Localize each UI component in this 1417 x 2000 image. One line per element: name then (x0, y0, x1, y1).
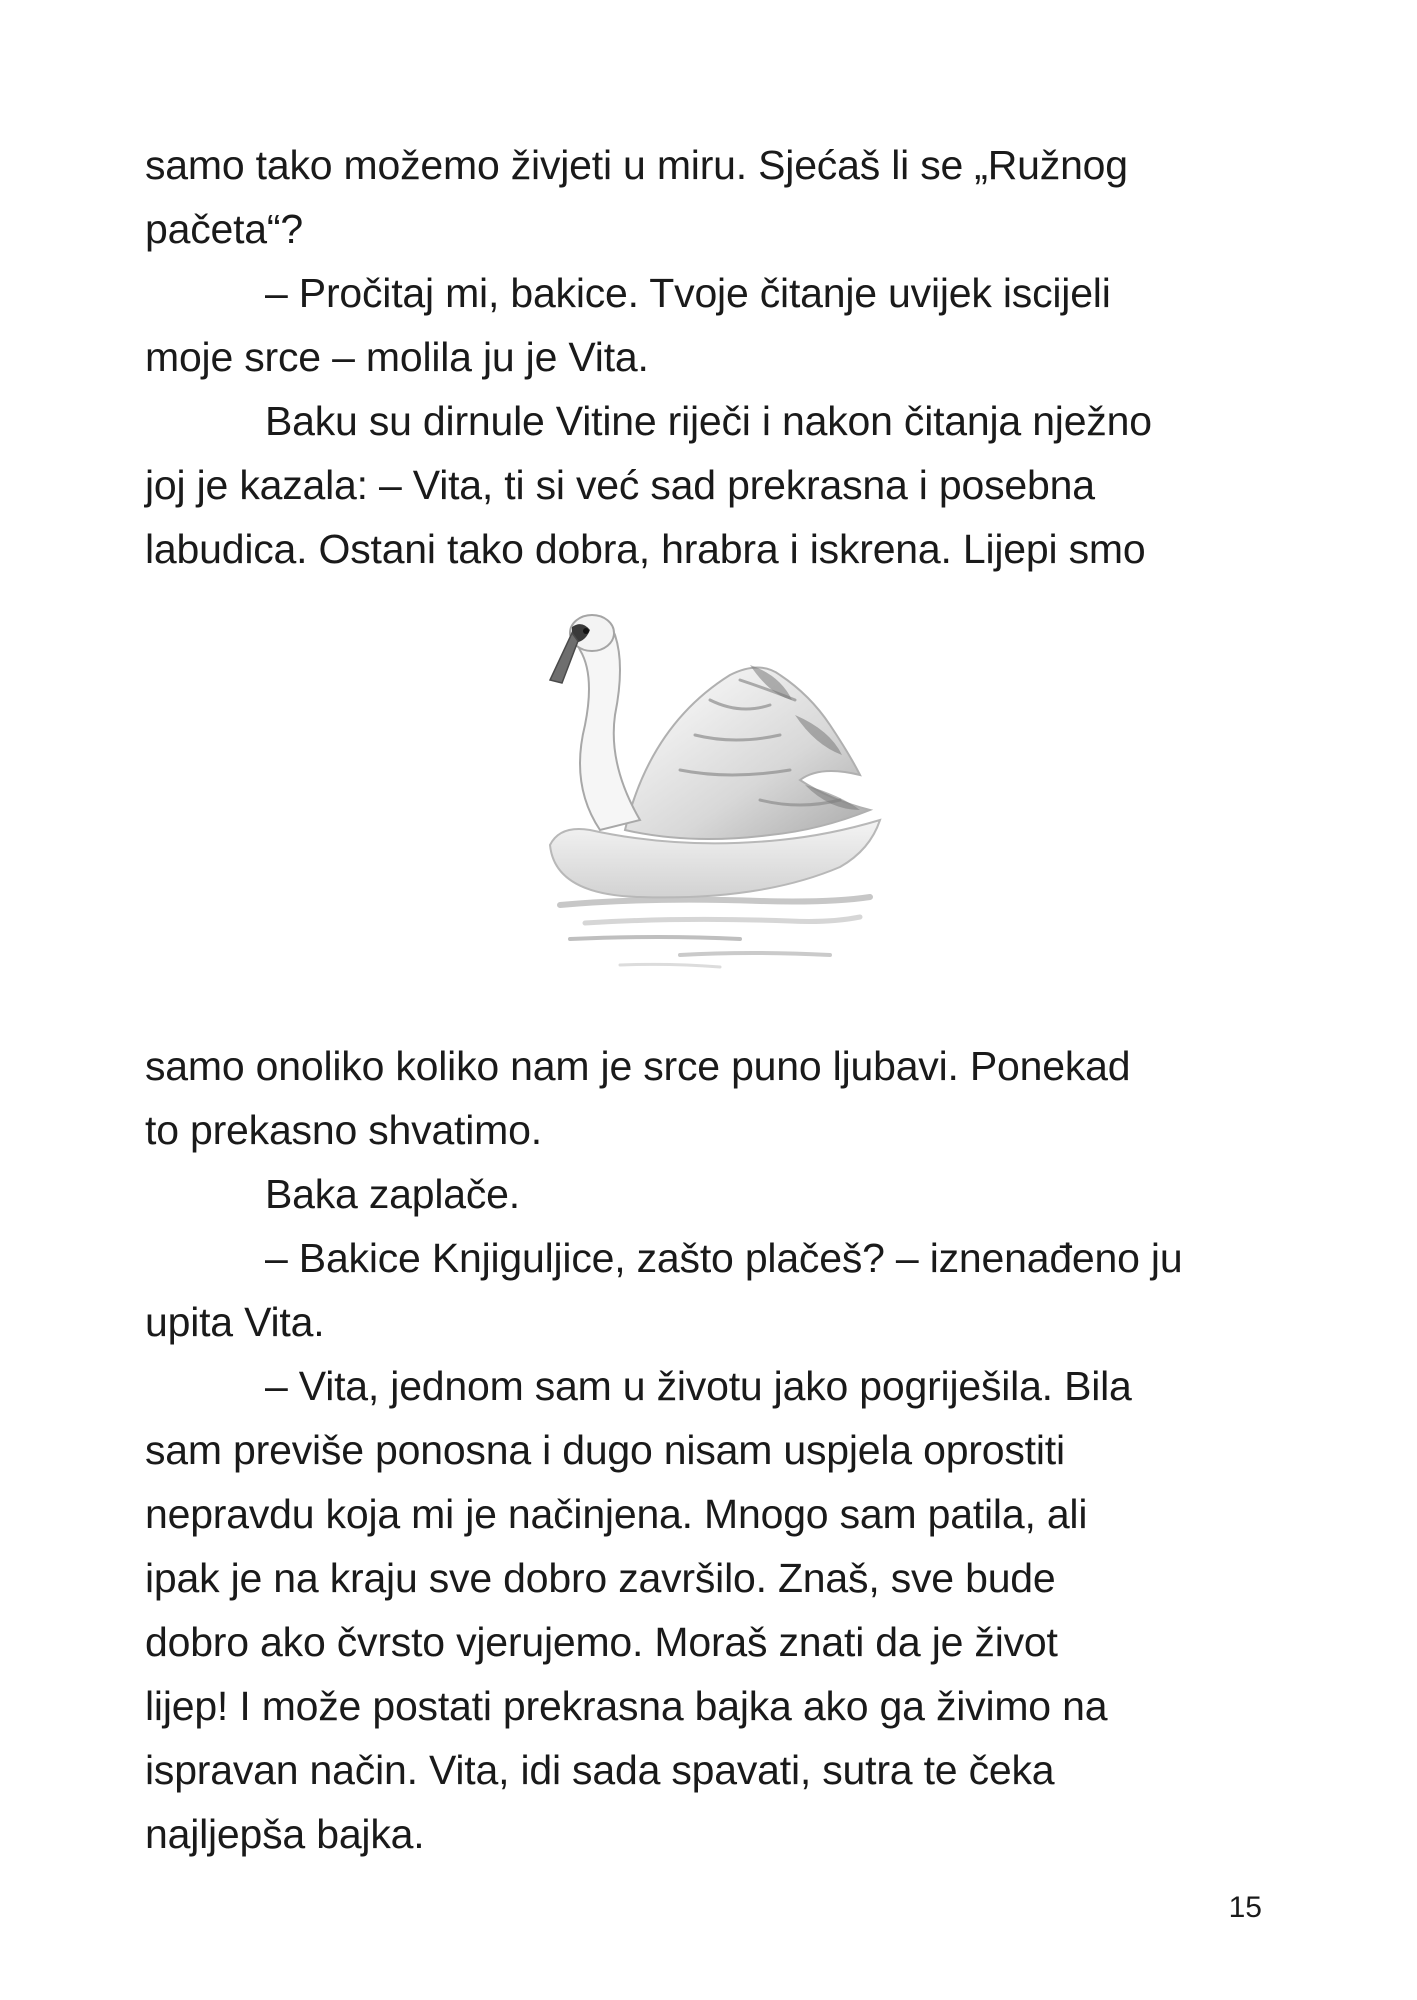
text-line: ipak je na kraju sve dobro završilo. Znaš, sve bude (145, 1555, 1056, 1601)
text-line: najljepša bajka. (145, 1811, 425, 1857)
text-line: nepravdu koja mi je načinjena. Mnogo sam patila, ali (145, 1491, 1088, 1537)
text-line: sam previše ponosna i dugo nisam uspjela oprostiti (145, 1427, 1065, 1473)
text-line: joj je kazala: – Vita, ti si već sad prekrasna i posebna (145, 462, 1095, 508)
text-line: – Bakice Knjiguljice, zašto plačeš? – iznenađeno ju (265, 1235, 1183, 1281)
text-line: upita Vita. (145, 1299, 325, 1345)
text-line: – Pročitaj mi, bakice. Tvoje čitanje uvijek iscijeli (265, 270, 1111, 316)
text-line: lijep! I može postati prekrasna bajka ako ga živimo na (145, 1683, 1108, 1729)
page-number: 15 (1228, 1891, 1262, 1924)
bottom-text-block (145, 1034, 1315, 1866)
text-line: pačeta“? (145, 206, 303, 252)
text-line: Baka zaplače. (265, 1171, 520, 1217)
text-line: – Vita, jednom sam u životu jako pogriješila. Bila (265, 1363, 1132, 1409)
text-line: samo onoliko koliko nam je srce puno ljubavi. Ponekad (145, 1043, 1131, 1089)
text-line: to prekasno shvatimo. (145, 1107, 542, 1153)
text-line: Baku su dirnule Vitine riječi i nakon čitanja nježno (265, 398, 1152, 444)
swan-icon (530, 605, 920, 975)
text-line: dobro ako čvrsto vjerujemo. Moraš znati da je život (145, 1619, 1058, 1665)
text-line: labudica. Ostani tako dobra, hrabra i iskrena. Lijepi smo (145, 526, 1146, 572)
text-line: samo tako možemo živjeti u miru. Sjećaš li se „Ružnog (145, 142, 1128, 188)
text-line: moje srce – molila ju je Vita. (145, 334, 649, 380)
top-text-block (145, 133, 1315, 581)
text-line: ispravan način. Vita, idi sada spavati, sutra te čeka (145, 1747, 1055, 1793)
